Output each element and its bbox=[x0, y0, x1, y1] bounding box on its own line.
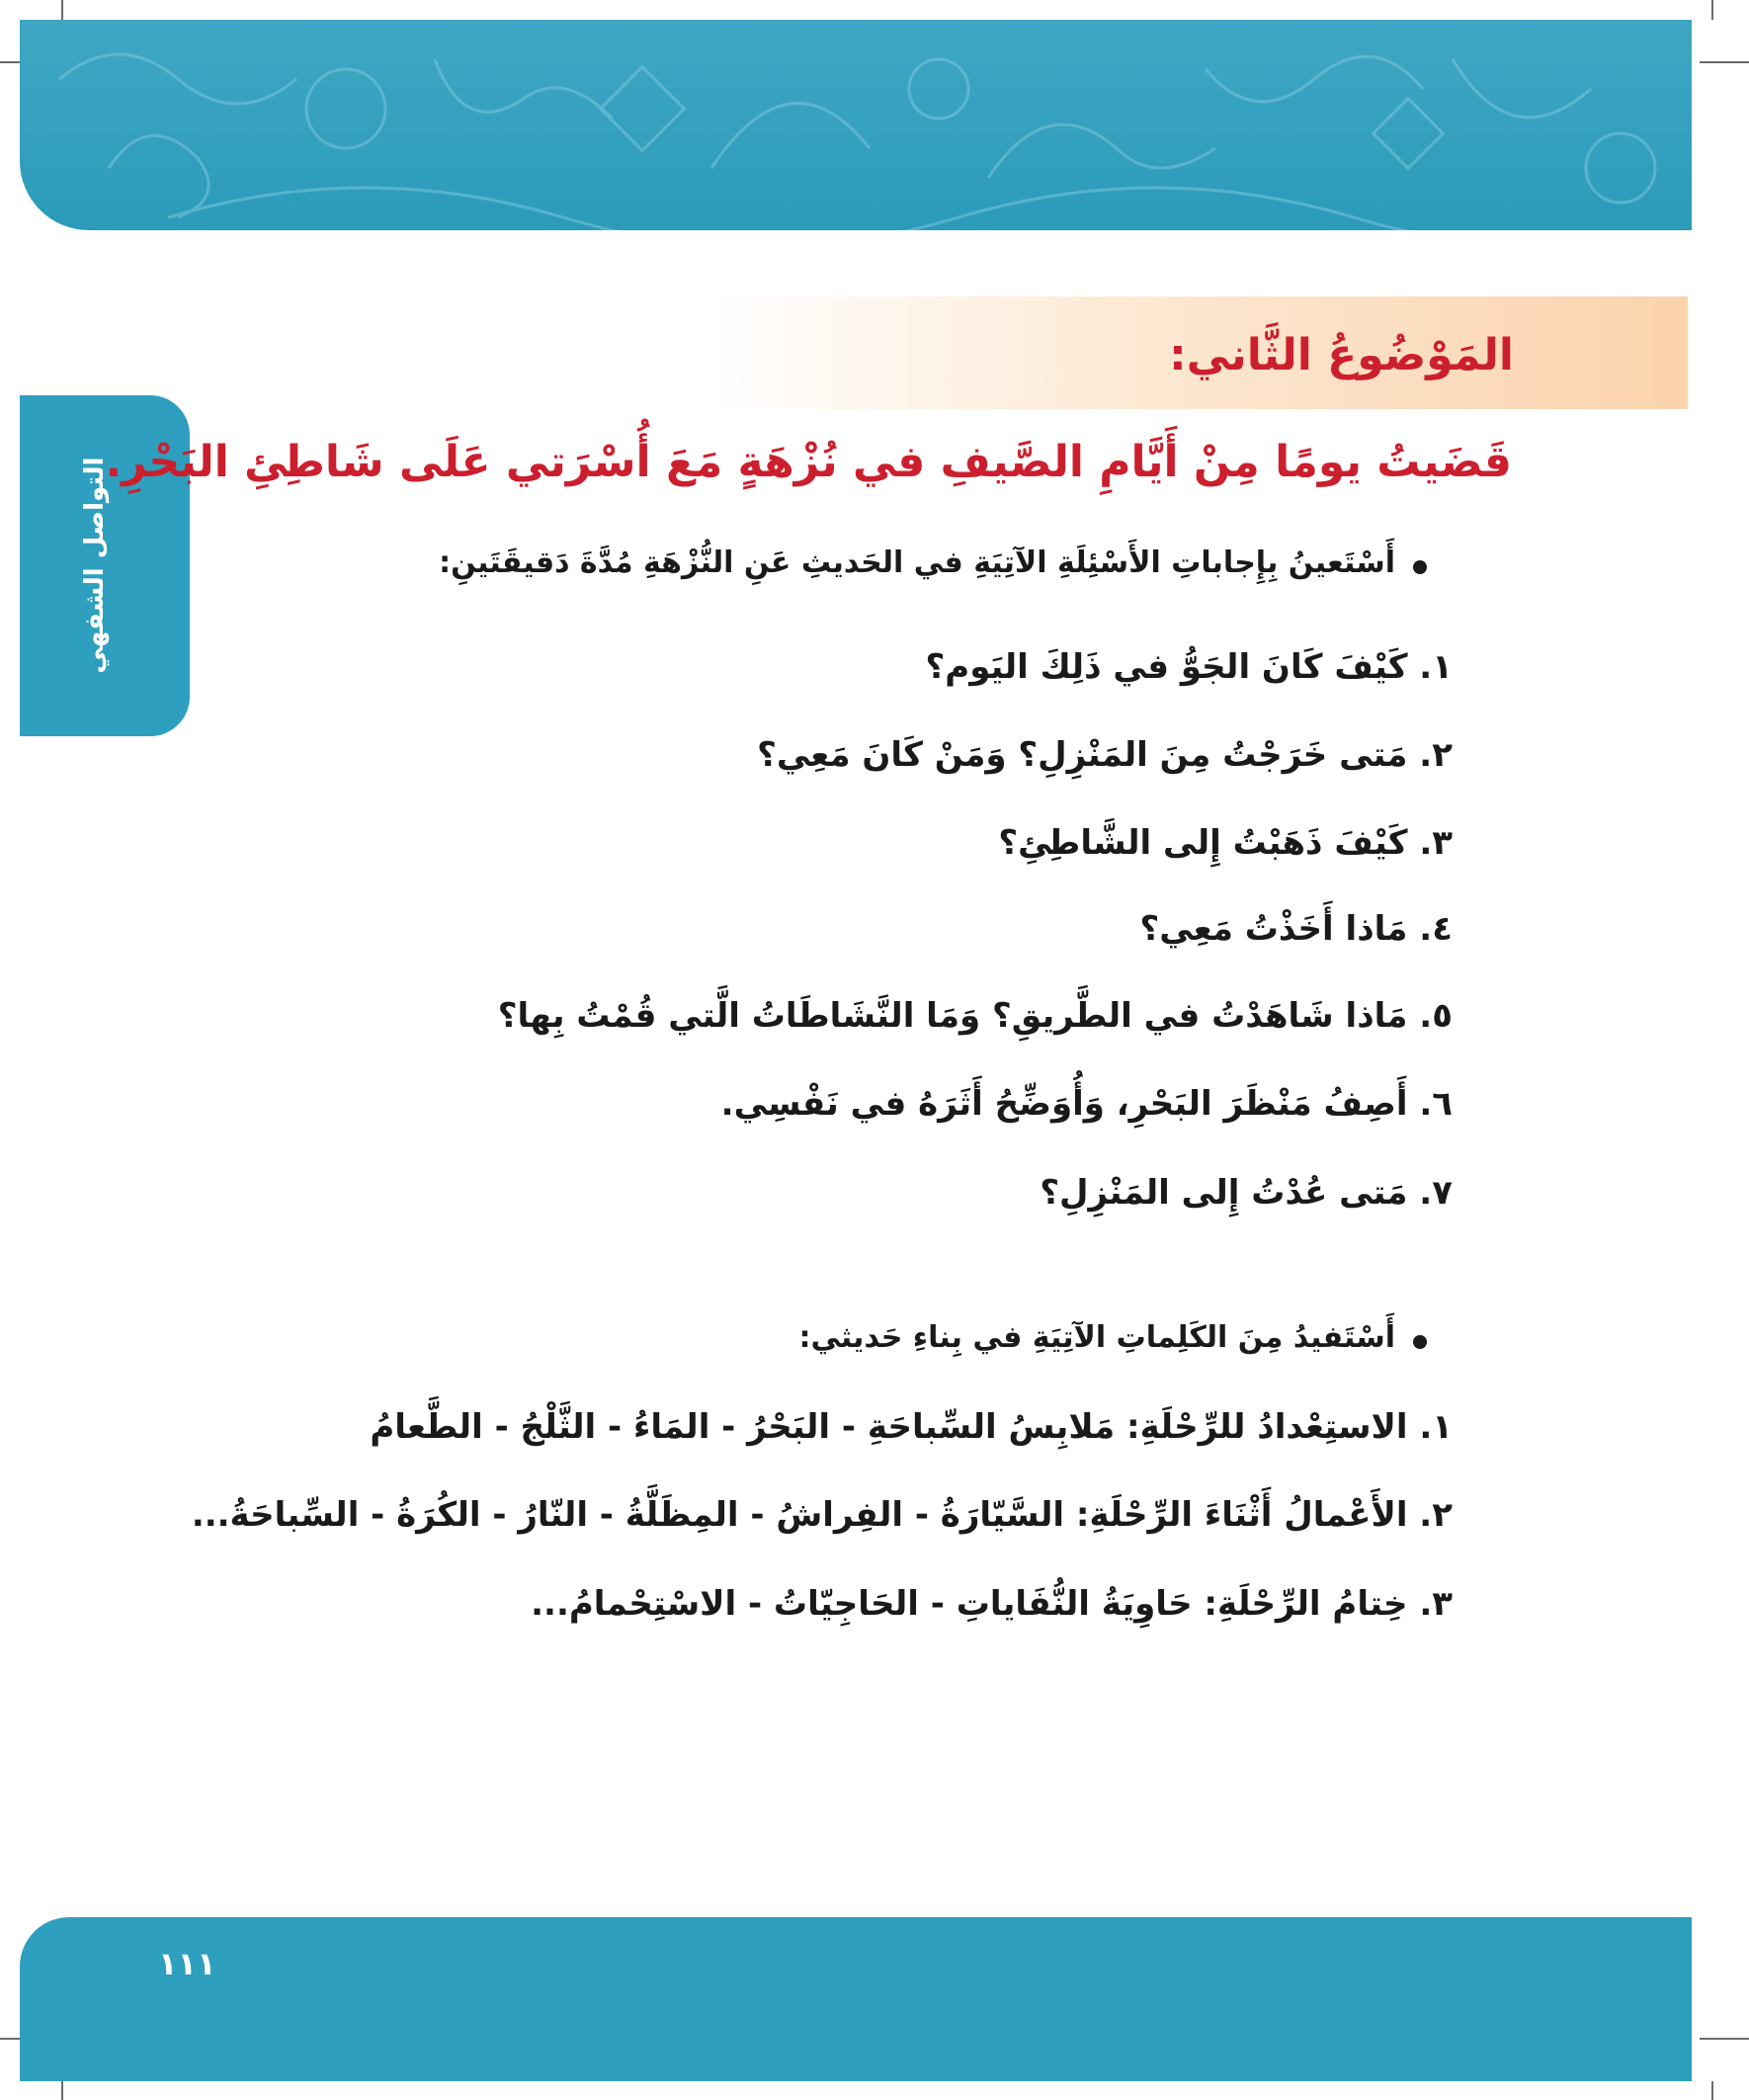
crop-mark-bl-v bbox=[61, 2081, 63, 2100]
word-group: ٢. الأَعْمالُ أَثْنَاءَ الرِّحْلَةِ: السَّيّارَةُ - الفِراشُ - المِظَلَّةُ - النّارُ - الكُرَةُ - السِّباحَةُ... bbox=[191, 1495, 1453, 1535]
bullet-icon bbox=[1413, 1335, 1427, 1349]
word-group: ١. الاستِعْدادُ للرِّحْلَةِ: مَلابِسُ السِّباحَةِ - البَحْرُ - المَاءُ - الثَّلْجُ - الطَّعامُ bbox=[370, 1407, 1453, 1447]
side-tab-label: التواصل الشفهي bbox=[80, 457, 110, 674]
words-intro: أَسْتَفيدُ مِنَ الكَلِماتِ الآتِيَةِ في بِناءِ حَديثي: bbox=[798, 1320, 1395, 1355]
question-item: ٦. أَصِفُ مَنْظَرَ البَحْرِ، وَأُوَضِّحُ أَثَرَهُ في نَفْسِي. bbox=[720, 1084, 1453, 1124]
question-item: ٣. كَيْفَ ذَهَبْتُ إِلى الشَّاطِئِ؟ bbox=[998, 823, 1453, 863]
question-item: ٤. مَاذا أَخَذْتُ مَعِي؟ bbox=[1139, 909, 1453, 949]
calligraphy-pattern-icon bbox=[20, 20, 1692, 230]
bullet-icon bbox=[1413, 560, 1427, 574]
bottom-banner bbox=[20, 1917, 1692, 2081]
crop-mark-br-v bbox=[1711, 2081, 1713, 2100]
crop-mark-tl-v bbox=[61, 0, 63, 20]
topic-subtitle: قَضَيتُ يومًا مِنْ أَيَّامِ الصَّيفِ في نُزْهَةٍ مَعَ أُسْرَتي عَلَى شَاطِئِ البَحْرِ. bbox=[105, 437, 1512, 487]
crop-mark-tr-v bbox=[1711, 0, 1713, 20]
question-item: ٥. مَاذا شَاهَدْتُ في الطَّريقِ؟ وَمَا النَّشَاطَاتُ الَّتي قُمْتُ بِها؟ bbox=[497, 996, 1453, 1036]
top-banner bbox=[20, 20, 1692, 230]
word-group: ٣. خِتامُ الرِّحْلَةِ: حَاوِيَةُ النُّفَاياتِ - الحَاجِيّاتُ - الاسْتِحْمامُ... bbox=[531, 1584, 1453, 1624]
question-item: ٢. مَتى خَرَجْتُ مِنَ المَنْزِلِ؟ وَمَنْ كَانَ مَعِي؟ bbox=[757, 735, 1453, 775]
page-number: ١١١ bbox=[158, 1945, 216, 1982]
topic-title: المَوْضُوعُ الثَّاني: bbox=[1169, 330, 1514, 380]
crop-mark-tr-h bbox=[1700, 61, 1749, 63]
crop-mark-br-h bbox=[1700, 2038, 1749, 2040]
question-item: ٧. مَتى عُدْتُ إِلى المَنْزِلِ؟ bbox=[1040, 1173, 1453, 1213]
question-item: ١. كَيْفَ كَانَ الجَوُّ في ذَلِكَ اليَوم؟ bbox=[925, 647, 1453, 687]
questions-intro: أَسْتَعينُ بِإِجاباتِ الأَسْئِلَةِ الآتِيَةِ في الحَديثِ عَنِ النُّزْهَةِ مُدَّةَ دَقيقَتَينِ: bbox=[439, 546, 1395, 580]
